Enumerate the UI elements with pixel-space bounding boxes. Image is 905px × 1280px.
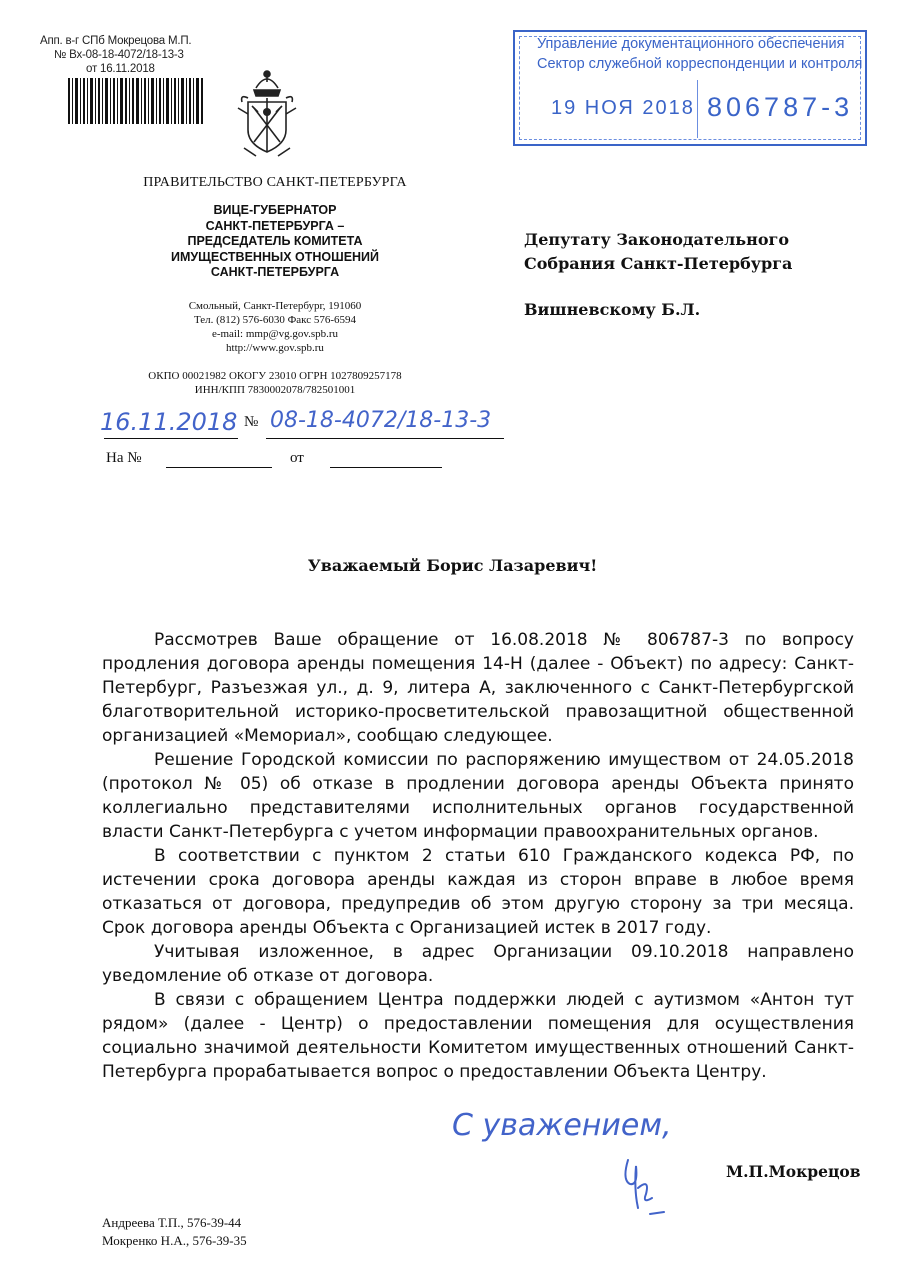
reply-number-blank [166,467,272,468]
addressee-line-1: Депутату Законодательного [524,230,790,249]
stamp-department: Управление документационного обеспечения [537,36,845,52]
reply-date-blank [330,467,442,468]
executor-line: Мокренко Н.А., 576-39-35 [102,1233,247,1248]
letter-body [102,628,854,1084]
barcode-icon [68,78,203,124]
stamp-number: 806787-3 [707,92,854,122]
stamp-sector: Сектор служебной корреспонденции и контроля [537,56,863,72]
executor-line: Андреева Т.П., 576-39-44 [102,1215,242,1230]
website: http://www.gov.spb.ru [226,342,324,354]
registry-codes [116,369,434,397]
government-title: ПРАВИТЕЛЬСТВО САНКТ-ПЕТЕРБУРГА [143,175,407,190]
executors [102,1214,247,1250]
salutation: Уважаемый Борис Лазаревич! [307,556,598,575]
registration-date: от 16.11.2018 [86,63,155,75]
email: e-mail: mmp@vg.gov.spb.ru [211,328,339,340]
body-paragraph: В связи с обращением Центра поддержки людей с аутизмом «Антон тут рядом» (далее - Центр) о предоставлении помещения для осуществления социально значимой деятельности Комитетом имущественных отношений Санкт-Петербурга прорабатывается вопрос о предоставлении Объекта Центру. [102,990,854,1082]
reply-to-date-label: от [290,450,304,466]
position-line: САНКТ-ПЕТЕРБУРГА – [205,218,345,233]
addressee-line-2: Собрания Санкт-Петербурга [524,254,793,273]
position-line: ПРЕДСЕДАТЕЛЬ КОМИТЕТА [187,234,363,248]
position-line: ВИЦЕ-ГУБЕРНАТОР [213,203,337,217]
outgoing-number: 08-18-4072/18-13-3 [270,408,492,433]
outgoing-date: 16.11.2018 [100,408,238,436]
reply-to-number-label: На № [106,450,142,466]
contact-block [116,299,434,355]
position-line: ИМУЩЕСТВЕННЫХ ОТНОШЕНИЙ [170,249,380,264]
signature-icon [616,1150,668,1222]
registration-line-1: Апп. в-г СПб Мокрецова М.П. [40,35,192,47]
codes-line-2: ИНН/КПП 7830002078/782501001 [194,384,356,396]
stamp-date: 19 НОЯ 2018 [551,97,695,119]
date-underline [104,438,238,439]
codes-line-1: ОКПО 00021982 ОКОГУ 23010 ОГРН 1027809257178 [148,370,402,382]
body-paragraph: Решение Городской комиссии по распоряжению имуществом от 24.05.2018 (протокол № 05) об отказе в продлении договора аренды Объекта принято коллегиально представителями исполнительных органов государственной власти Санкт-Петербурга с учетом информации правоохранительных органов. [102,750,854,842]
body-paragraph: Рассмотрев Ваше обращение от 16.08.2018 № 806787-3 по вопросу продления договора аренды помещения 14-Н (далее - Объект) по адресу: Санкт-Петербург, Разъезжая ул., д. 9, литера А, заключенного с Санкт-Петербургской благотворительной историко-просветительской правозащитной общественной организацией «Мемориал», сообщаю следующее. [102,630,854,746]
number-sign: № [244,414,259,430]
position-line: САНКТ-ПЕТЕРБУРГА [210,265,340,279]
phone-fax: Тел. (812) 576-6030 Факс 576-6594 [193,314,357,326]
number-underline [266,438,504,439]
coat-of-arms-icon [234,68,300,160]
addressee-title [524,228,792,276]
incoming-stamp [513,30,867,146]
addressee-name: Вишневскому Б.Л. [524,300,701,319]
stamp-divider [697,80,698,138]
registration-number: № Вх-08-18-4072/18-13-3 [54,49,184,61]
closing-handwritten: С уважением, [452,1108,672,1143]
signer-name: М.П.Мокрецов [726,1162,861,1181]
body-paragraph: В соответствии с пунктом 2 статьи 610 Гражданского кодекса РФ, по истечении срока договора аренды каждая из сторон вправе в любое время отказаться от договора, предупредив об этом другую сторону за три месяца. Срок договора аренды Объекта с Организацией истек в 2017 году. [102,846,854,938]
body-paragraph: Учитывая изложенное, в адрес Организации 09.10.2018 направлено уведомление об отказе от договора. [102,942,854,986]
postal-address: Смольный, Санкт-Петербург, 191060 [188,300,362,312]
registration-sticker [40,34,215,126]
official-position [116,203,434,281]
